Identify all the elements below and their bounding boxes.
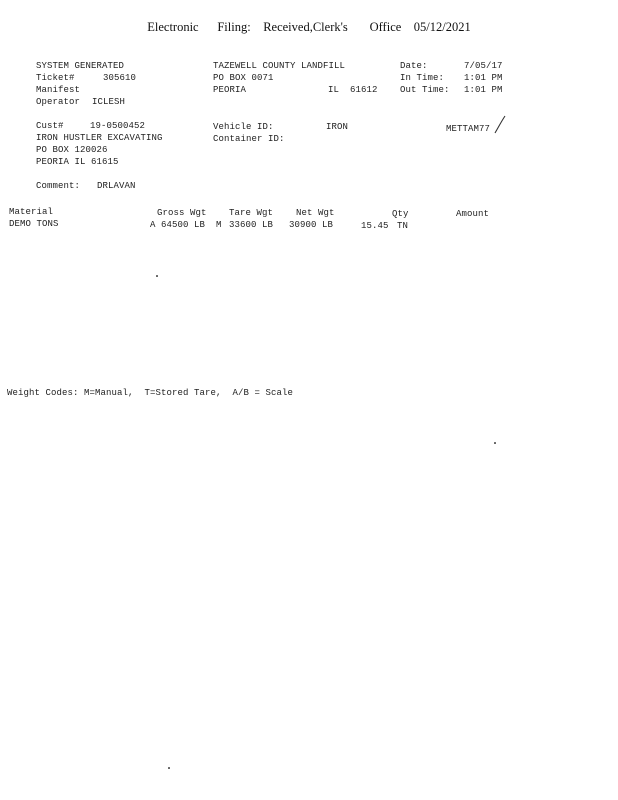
out-time-label: Out Time: [400,85,450,95]
vehicle-label: Vehicle ID: [213,122,274,132]
row-gross: A 64500 LB [150,220,206,230]
comment-value: DRLAVAN [97,181,136,191]
row-net: 30900 LB [289,220,334,230]
comment-label: Comment: [36,181,81,191]
in-time-value: 1:01 PM [464,73,503,83]
operator-label: Operator [36,97,81,107]
manifest-label: Manifest [36,85,81,95]
in-time-label: In Time: [400,73,445,83]
operator-value: ICLESH [92,97,126,107]
header-net: Net Wgt [296,208,335,218]
filing-stamp [0,20,618,35]
row-qty: 15.45 [361,221,389,231]
signature-mark-icon [493,115,507,135]
customer-city-state-zip: PEORIA IL 61615 [36,157,119,167]
scan-speck [156,275,158,277]
customer-name: IRON HUSTLER EXCAVATING [36,133,163,143]
site-name: TAZEWELL COUNTY LANDFILL [213,61,346,71]
site-state: IL [328,85,340,95]
system-generated: SYSTEM GENERATED [36,61,125,71]
weight-codes: Weight Codes: M=Manual, T=Stored Tare, A/B = Scale [7,388,294,398]
header-material: Material [9,207,54,217]
site-city: PEORIA [213,85,247,95]
site-zip: 61612 [350,85,378,95]
container-label: Container ID: [213,134,285,144]
out-time-value: 1:01 PM [464,85,503,95]
header-tare: Tare Wgt [229,208,274,218]
scan-speck [168,767,170,769]
scan-speck [494,442,496,444]
cust-number: 19-0500452 [90,121,146,131]
stamp-date: 05/12/2021 [413,20,471,34]
stamp-electronic: Electronic [147,20,199,34]
customer-po-box: PO BOX 120026 [36,145,108,155]
row-gross-code: M [216,220,222,230]
stamp-received: Received,Clerk's [263,20,348,34]
date-label: Date: [400,61,428,71]
stamp-office: Office [369,20,402,34]
header-amount: Amount [456,209,490,219]
ticket-number: 305610 [103,73,137,83]
site-po-box: PO BOX 0071 [213,73,274,83]
row-unit: TN [397,221,409,231]
row-tare: 33600 LB [229,220,274,230]
header-qty: Qty [392,209,409,219]
stamp-filing: Filing: [217,20,251,34]
cust-label: Cust# [36,121,64,131]
header-gross: Gross Wgt [157,208,207,218]
date-value: 7/05/17 [464,61,503,71]
row-material: DEMO TONS [9,219,59,229]
ticket-label: Ticket# [36,73,75,83]
vehicle-value: IRON [326,122,349,132]
signature-text: METTAM77 [446,124,491,134]
